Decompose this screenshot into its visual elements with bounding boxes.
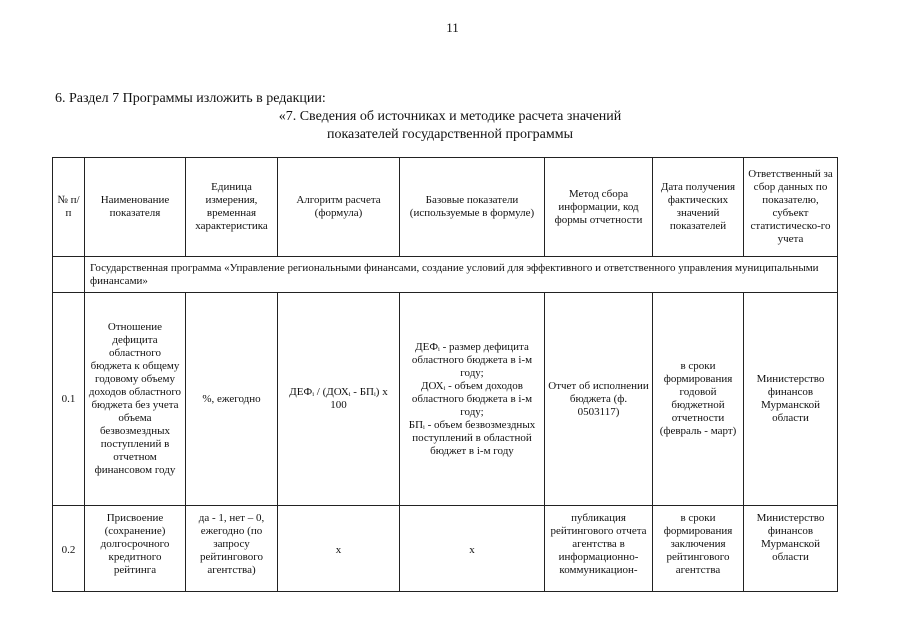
header-base: Базовые показатели (используемые в формуле)	[400, 158, 545, 257]
table-header-row	[53, 158, 838, 257]
base-item: БПᵢ - объем безвозмездных поступлений в областной бюджет в i-м году	[408, 418, 536, 457]
header-algorithm: Алгоритм расчета (формула)	[278, 158, 400, 257]
page-number: 11	[446, 20, 459, 35]
row-algorithm: ДЕФᵢ / (ДОХᵢ - БПᵢ) х 100	[278, 293, 400, 506]
row-date: в сроки формирования заключения рейтингового агентства	[653, 506, 744, 592]
row-algorithm: х	[278, 506, 400, 592]
row-num: 0.2	[53, 506, 85, 592]
table-row	[53, 506, 838, 592]
row-responsible: Министерство финансов Мурманской области	[744, 293, 838, 506]
section-heading-line2: показателей государственной программы	[326, 127, 574, 142]
row-unit: да - 1, нет – 0, ежегодно (по запросу рейтингового агентства)	[186, 506, 278, 592]
header-name: Наименование показателя	[85, 158, 186, 257]
intro-text: 6. Раздел 7 Программы изложить в редакции:	[55, 91, 326, 106]
header-date: Дата получения фактических значений показателей	[653, 158, 744, 257]
row-responsible: Министерство финансов Мурманской области	[744, 506, 838, 592]
header-unit: Единица измерения, временная характеристика	[186, 158, 278, 257]
program-title-cell: Государственная программа «Управление региональными финансами, создание условий для эффективного и ответственного управления муниципальными финансами»	[85, 257, 838, 293]
header-method: Метод сбора информации, код формы отчетности	[545, 158, 653, 257]
row-method: Отчет об исполнении бюджета (ф. 0503117)	[545, 293, 653, 506]
section-heading	[220, 108, 680, 144]
row-date: в сроки формирования годовой бюджетной отчетности (февраль - март)	[653, 293, 744, 506]
row-name: Отношение дефицита областного бюджета к общему годовому объему доходов областного бюджета без учета объема безвозмездных поступлений в отчетном финансовом году	[85, 293, 186, 506]
row-unit: %, ежегодно	[186, 293, 278, 506]
table-row	[53, 293, 838, 506]
row-num: 0.1	[53, 293, 85, 506]
section-heading-line1: «7. Сведения об источниках и методике расчета значений	[278, 109, 622, 124]
row-base: х	[400, 506, 545, 592]
indicators-table	[52, 157, 838, 592]
header-responsible: Ответственный за сбор данных по показателю, субъект статистическо-го учета	[744, 158, 838, 257]
row-name: Присвоение (сохранение) долгосрочного кредитного рейтинга	[85, 506, 186, 592]
base-item: ДЕФᵢ - размер дефицита областного бюджета в i-м году;	[411, 340, 533, 379]
header-num: № п/п	[53, 158, 85, 257]
row-method: публикация рейтингового отчета агентства в информационно-коммуникацион-	[545, 506, 653, 592]
base-item: ДОХᵢ - объем доходов областного бюджета в i-м году;	[411, 379, 533, 418]
row-base	[400, 293, 545, 506]
program-row	[53, 257, 838, 293]
program-empty-cell	[53, 257, 85, 293]
